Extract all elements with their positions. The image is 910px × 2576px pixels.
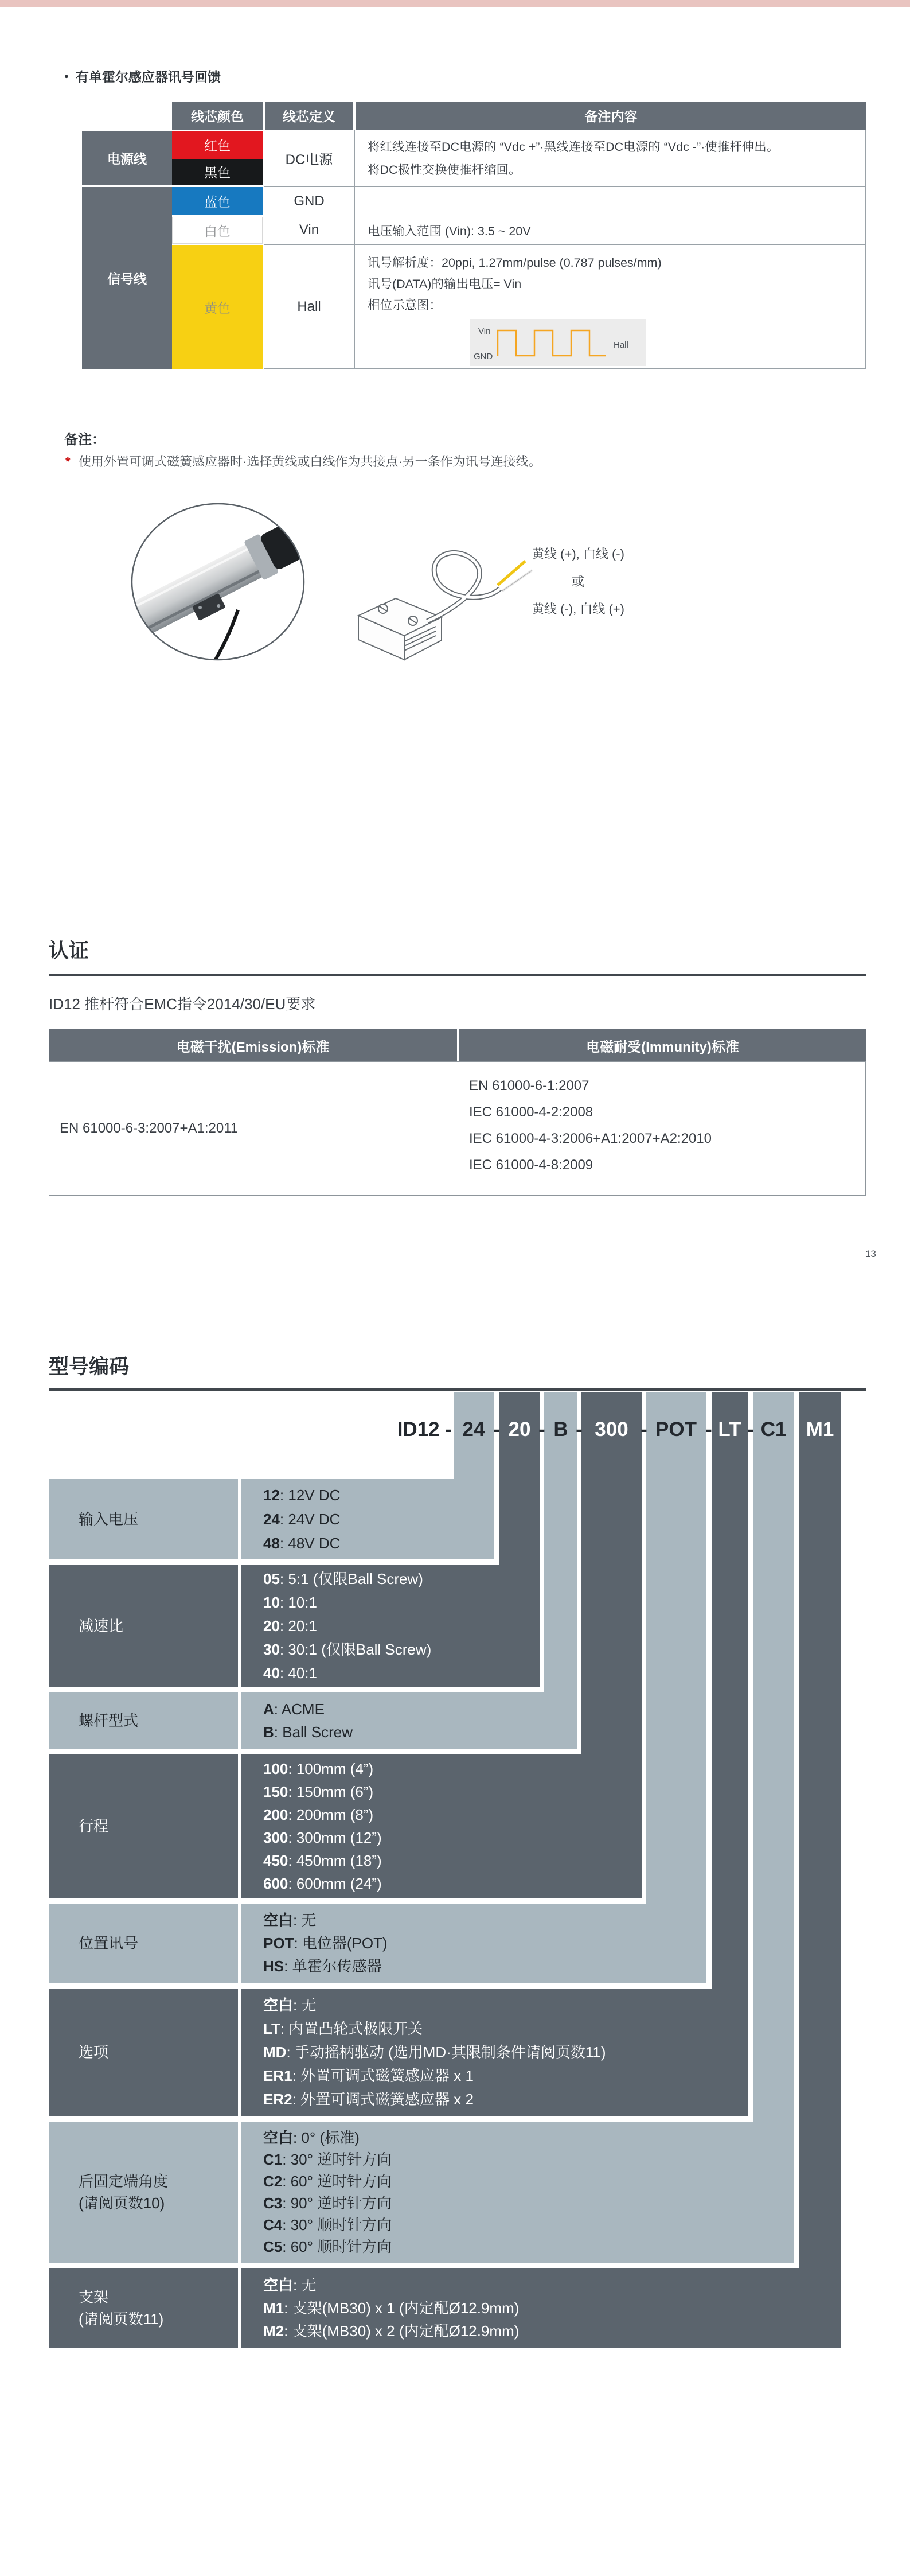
row-label-screw: 螺杆型式 bbox=[49, 1692, 238, 1749]
row-values-options bbox=[241, 1989, 748, 2116]
line-item: EN 61000-6-1:2007 bbox=[469, 1078, 589, 1094]
row-values-voltage bbox=[241, 1479, 494, 1559]
wire-blue-cell: 蓝色 bbox=[172, 187, 263, 215]
line-item: MD: 手动摇柄驱动 (选用MD·其限制条件请阅页数11) bbox=[263, 2043, 606, 2061]
wire-yellow-cell: 黄色 bbox=[172, 245, 263, 369]
page-number: 13 bbox=[865, 1248, 876, 1259]
line-item: M1: 支架(MB30) x 1 (内定配Ø12.9mm) bbox=[263, 2299, 520, 2317]
line-item: 05: 5:1 (仅限Ball Screw) bbox=[263, 1570, 423, 1587]
hall-waveform-svg bbox=[470, 319, 646, 366]
line-item: 12: 12V DC bbox=[263, 1487, 341, 1504]
stripe-position-signal bbox=[646, 1392, 706, 1904]
code-position: POT bbox=[655, 1418, 697, 1441]
hall-waveform-box bbox=[470, 319, 646, 366]
code-dash-2: - bbox=[538, 1418, 545, 1441]
asterisk-icon: * bbox=[65, 454, 71, 469]
def-gnd: GND bbox=[294, 193, 325, 209]
line-item: A: ACME bbox=[263, 1701, 325, 1718]
line-item: 40: 40:1 bbox=[263, 1664, 317, 1682]
remark-hall: 讯号解析度：20ppi, 1.27mm/pulse (0.787 pulses/mm) 讯号(DATA)的输出电压= Vin 相位示意图： bbox=[368, 256, 662, 312]
row-values-stroke bbox=[241, 1754, 642, 1898]
row-label-ratio: 减速比 bbox=[49, 1565, 238, 1687]
code-dash-4: - bbox=[640, 1418, 647, 1441]
line-item: C1: 30° 逆时针方向 bbox=[263, 2151, 392, 2168]
emc-emission-value: EN 61000-6-3:2007+A1:2011 bbox=[60, 1120, 239, 1136]
line-item: POT: 电位器(POT) bbox=[263, 1935, 388, 1952]
line-item: C4: 30° 顺时针方向 bbox=[263, 2216, 392, 2233]
line-item: 24: 24V DC bbox=[263, 1511, 341, 1528]
row-label-bracket: 支架 (请阅页数11) bbox=[49, 2268, 238, 2348]
emc-immunity-header: 电磁耐受(Immunity)标准 bbox=[459, 1029, 866, 1061]
stripe-options bbox=[712, 1392, 748, 1989]
model-section-rule bbox=[49, 1388, 866, 1391]
row-label-rear-angle: 后固定端角度 (请阅页数10) bbox=[49, 2122, 238, 2263]
remark-vin: 电压输入范围 (Vin): 3.5 ~ 20V bbox=[368, 224, 531, 238]
cert-section-title: 认证 bbox=[49, 940, 89, 962]
line-item: B: Ball Screw bbox=[263, 1723, 353, 1741]
row-values-position bbox=[241, 1904, 706, 1983]
line-item: 200: 200mm (8”) bbox=[263, 1806, 374, 1823]
cert-intro: ID12 推杆符合EMC指令2014/30/EU要求 bbox=[49, 995, 316, 1013]
line-item: ER1: 外置可调式磁簧感应器 x 1 bbox=[263, 2067, 474, 2084]
line-item: 48: 48V DC bbox=[263, 1535, 341, 1552]
code-dash-3: - bbox=[576, 1418, 583, 1441]
row-values-ratio bbox=[241, 1565, 540, 1687]
line-item: 100: 100mm (4”) bbox=[263, 1760, 374, 1777]
line-item: 450: 450mm (18”) bbox=[263, 1852, 382, 1869]
emc-emission-header: 电磁干扰(Emission)标准 bbox=[49, 1029, 457, 1061]
col-header-remark: 备注内容 bbox=[356, 102, 866, 130]
waveform-gnd-label: GND bbox=[474, 352, 493, 361]
row-label-options: 选项 bbox=[49, 1989, 238, 2116]
wire-table-hline-1 bbox=[264, 186, 866, 187]
def-dc-power: DC电源 bbox=[285, 152, 333, 168]
code-bracket: M1 bbox=[806, 1418, 834, 1441]
code-options: LT bbox=[718, 1418, 741, 1441]
hall-feedback-note bbox=[64, 67, 221, 85]
line-item: LT: 内置凸轮式极限开关 bbox=[263, 2019, 423, 2037]
row-label-position: 位置讯号 bbox=[49, 1904, 238, 1983]
square-wave bbox=[498, 330, 606, 356]
stripe-stroke bbox=[581, 1392, 642, 1754]
sensor-cable bbox=[427, 552, 500, 621]
model-prefix: ID12 - bbox=[397, 1418, 452, 1441]
stripe-bracket bbox=[799, 1392, 841, 2268]
page-top-accent bbox=[0, 0, 910, 7]
row-values-rear-angle bbox=[241, 2122, 794, 2263]
line-item: 10: 10:1 bbox=[263, 1593, 317, 1611]
code-screw: B bbox=[553, 1418, 568, 1441]
remark-dc: 将红线连接至DC电源的 “Vdc +”·黑线连接至DC电源的 “Vdc -”·使推杆伸出。 将DC极性交换使推杆缩回。 bbox=[368, 139, 779, 177]
model-section-title: 型号编码 bbox=[49, 1356, 130, 1378]
line-item: 300: 300mm (12”) bbox=[263, 1829, 382, 1846]
wire-red-cell: 红色 bbox=[172, 131, 263, 159]
line-item: 空白: 无 bbox=[263, 1912, 317, 1929]
group-signal-wire: 信号线 bbox=[82, 187, 172, 369]
line-item: C5: 60° 顺时针方向 bbox=[263, 2238, 392, 2255]
line-item: IEC 61000-4-8:2009 bbox=[469, 1157, 593, 1173]
wire-black-cell: 黑色 bbox=[172, 159, 263, 185]
reed-sensor-drawing bbox=[358, 598, 442, 660]
line-item: M2: 支架(MB30) x 2 (内定配Ø12.9mm) bbox=[263, 2322, 520, 2340]
note-line bbox=[65, 452, 857, 470]
emc-immunity-values bbox=[469, 1073, 859, 1178]
def-hall: Hall bbox=[297, 298, 321, 314]
line-item: 空白: 无 bbox=[263, 2277, 317, 2294]
wire-table-vdivider bbox=[354, 130, 355, 369]
wire-white-cell: 白色 bbox=[172, 217, 263, 244]
line-item: 600: 600mm (24”) bbox=[263, 1875, 382, 1892]
line-item: 150: 150mm (6”) bbox=[263, 1783, 374, 1800]
note-text: 使用外置可调式磁簧感应器时·选择黄线或白线作为共接点·另一条作为讯号连接线。 bbox=[79, 454, 541, 469]
col-header-wire-definition: 线芯定义 bbox=[265, 102, 353, 130]
code-dash-5: - bbox=[705, 1418, 712, 1441]
code-stroke: 300 bbox=[595, 1418, 628, 1441]
code-voltage: 24 bbox=[462, 1418, 485, 1441]
stripe-rear-angle bbox=[753, 1392, 794, 2122]
row-label-stroke: 行程 bbox=[49, 1754, 238, 1898]
cert-section-rule bbox=[49, 974, 866, 976]
row-values-bracket bbox=[241, 2268, 841, 2348]
line-item: IEC 61000-4-2:2008 bbox=[469, 1104, 593, 1120]
line-item: C3: 90° 逆时针方向 bbox=[263, 2194, 392, 2212]
row-values-screw bbox=[241, 1692, 577, 1749]
code-dash-6: - bbox=[747, 1418, 754, 1441]
line-item: 30: 30:1 (仅限Ball Screw) bbox=[263, 1640, 432, 1658]
code-rear-angle: C1 bbox=[760, 1418, 787, 1441]
code-dash-1: - bbox=[493, 1418, 500, 1441]
waveform-vin-label: Vin bbox=[478, 326, 491, 336]
line-item: 20: 20:1 bbox=[263, 1617, 317, 1635]
line-item: HS: 单霍尔传感器 bbox=[263, 1958, 382, 1975]
bullet-icon: ● bbox=[64, 72, 69, 80]
waveform-hall-label: Hall bbox=[614, 340, 628, 350]
def-vin: Vin bbox=[299, 222, 319, 238]
notes-title: 备注： bbox=[64, 432, 106, 448]
group-power-wire: 电源线 bbox=[82, 131, 172, 185]
line-item: C2: 60° 逆时针方向 bbox=[263, 2173, 392, 2190]
code-ratio: 20 bbox=[508, 1418, 531, 1441]
row-label-voltage: 输入电压 bbox=[49, 1479, 238, 1559]
wiring-option-labels: 黄线 (+), 白线 (-) 或 黄线 (-), 白线 (+) bbox=[532, 547, 624, 616]
line-item: 空白: 0° (标准) bbox=[263, 2129, 360, 2146]
line-item: IEC 61000-4-3:2006+A1:2007+A2:2010 bbox=[469, 1131, 712, 1146]
col-header-wire-color: 线芯颜色 bbox=[172, 102, 263, 130]
line-item: ER2: 外置可调式磁簧感应器 x 2 bbox=[263, 2090, 474, 2108]
hall-feedback-text: 有单霍尔感应器讯号回馈 bbox=[75, 69, 221, 84]
line-item: 空白: 无 bbox=[263, 1996, 317, 2014]
